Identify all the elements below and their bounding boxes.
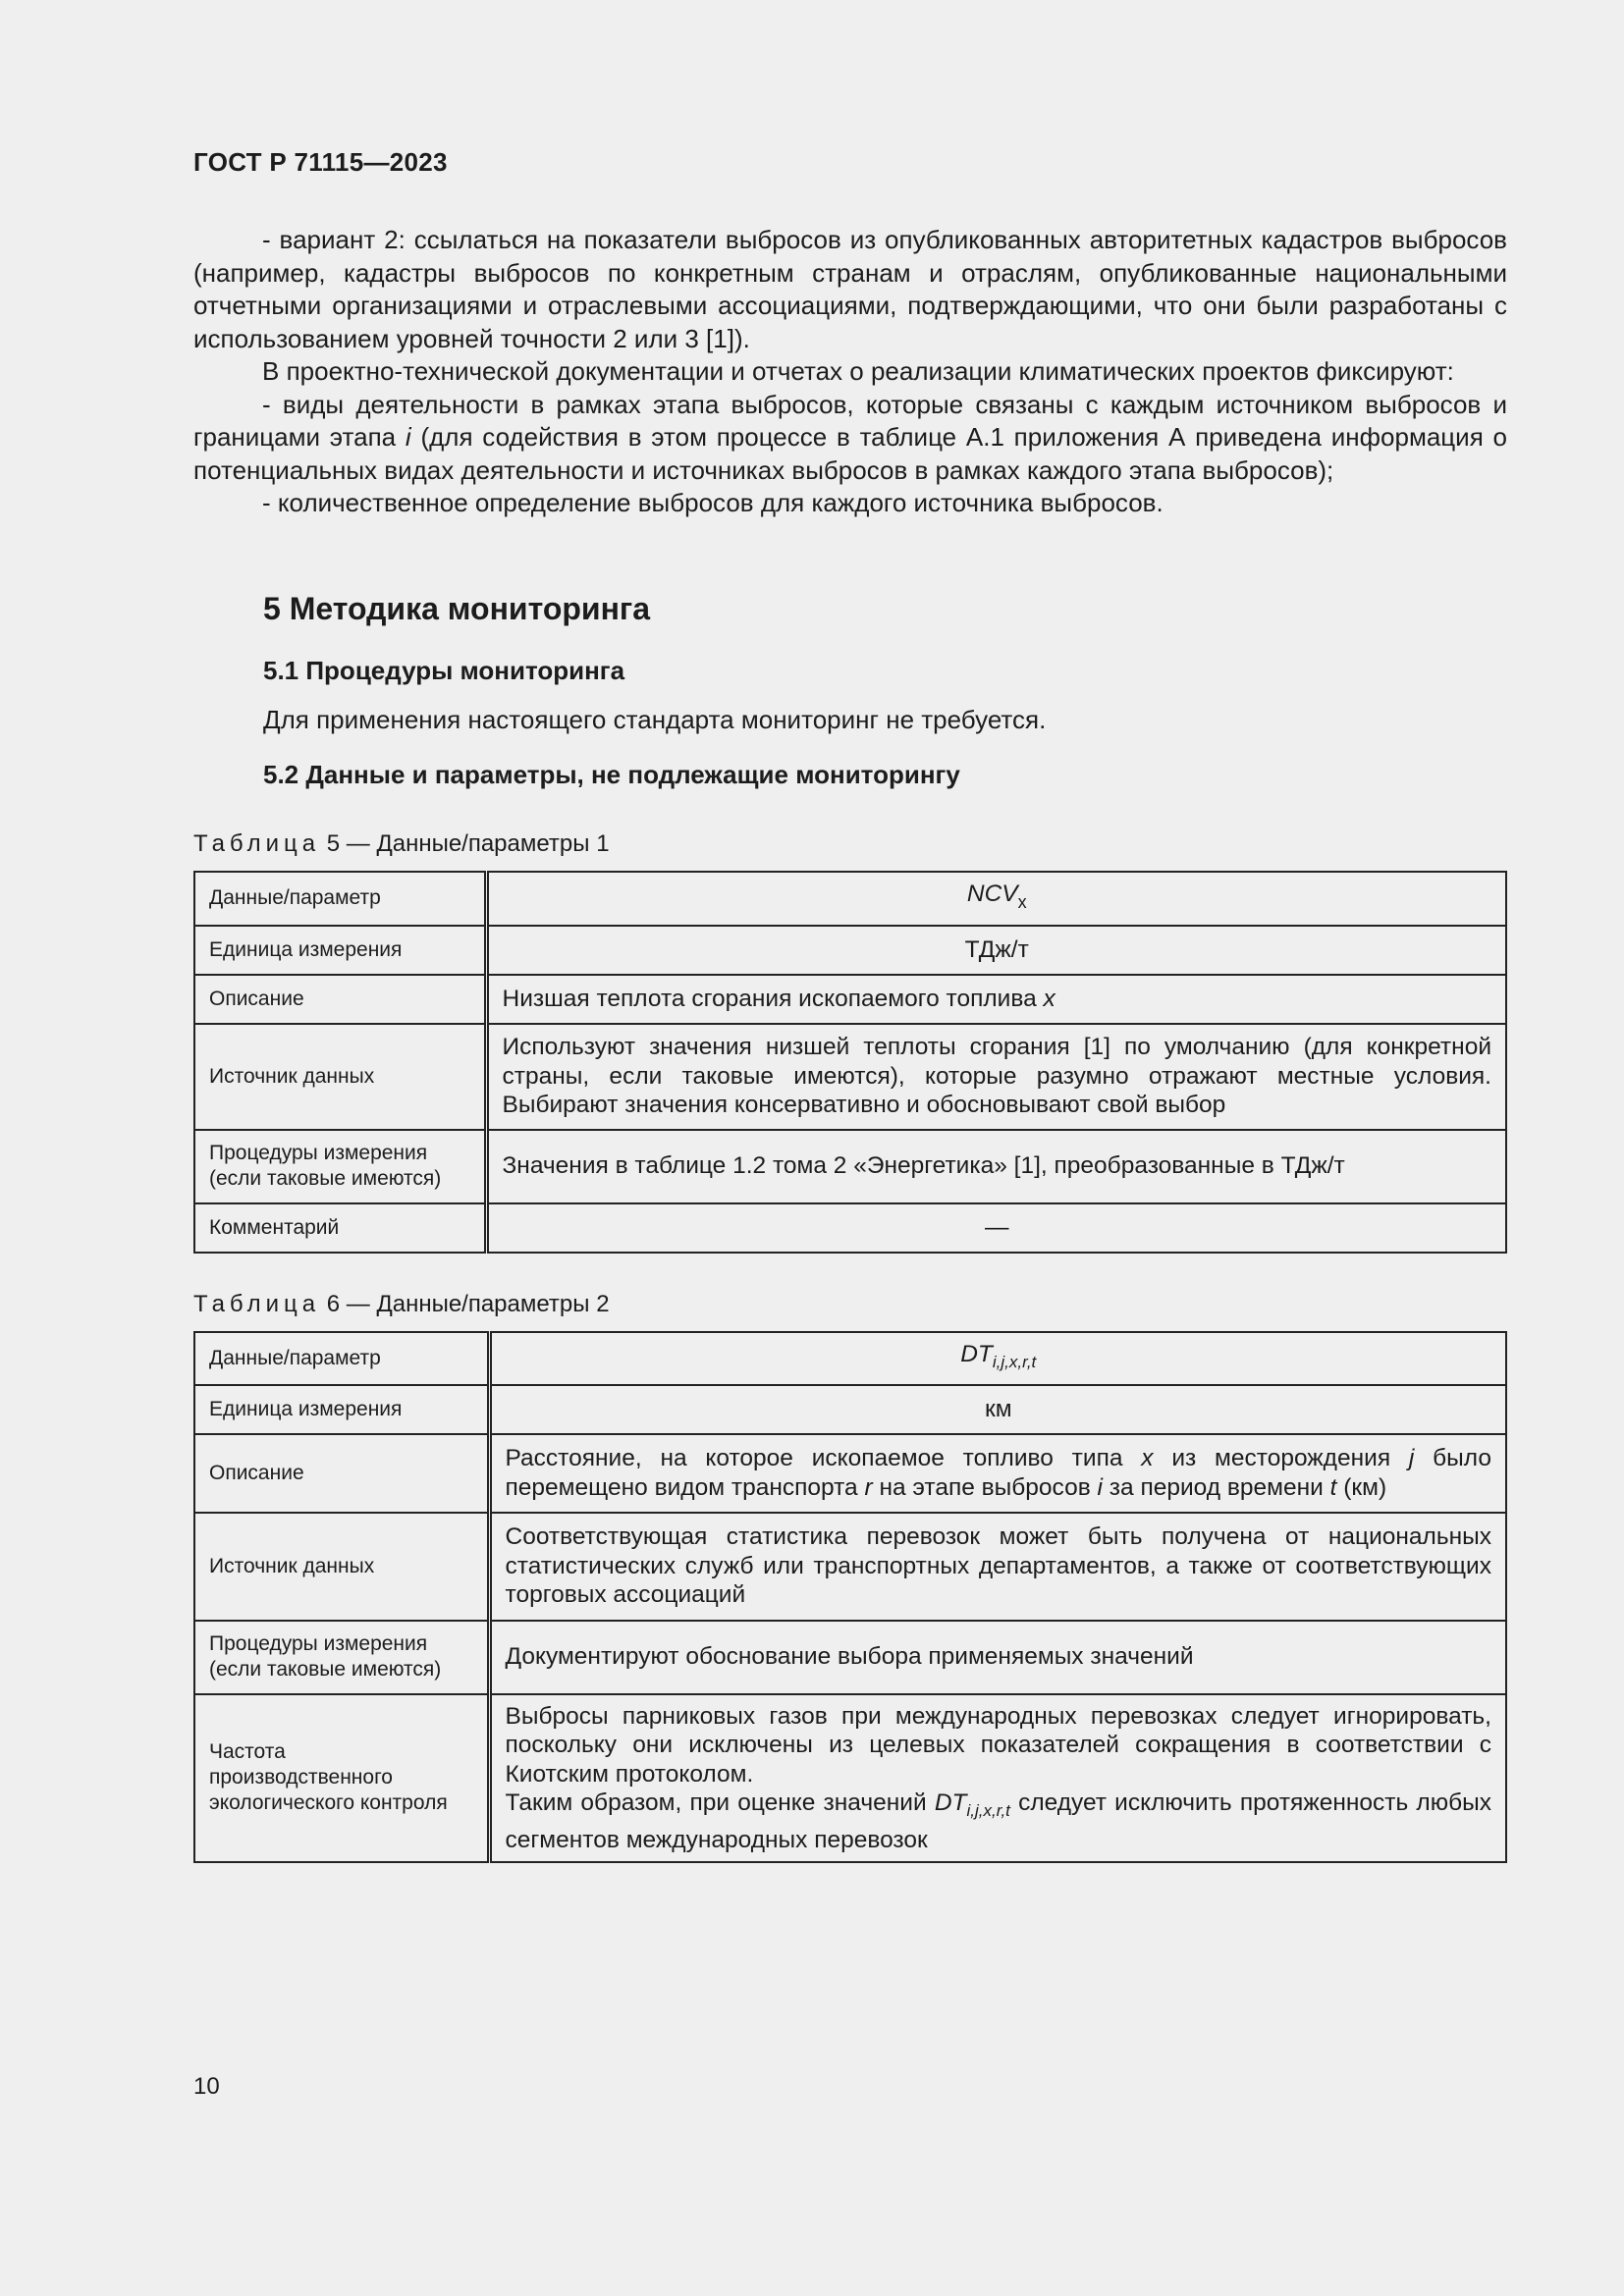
table-key: Описание <box>194 975 486 1024</box>
table-key: Источник данных <box>194 1513 489 1621</box>
table-key: Источник данных <box>194 1024 486 1130</box>
table-value: ТДж/т <box>486 926 1506 975</box>
table-value: Значения в таблице 1.2 тома 2 «Энергетика» [1], преобразованные в ТДж/т <box>486 1130 1506 1203</box>
table-6 <box>193 1331 1507 1863</box>
table-row <box>194 1024 1506 1130</box>
table-value: $NCV_x$ <box>486 872 1506 926</box>
table-row <box>194 926 1506 975</box>
paragraph-activities: - виды деятельности в рамках этапа выбросов, которые связаны с каждым источником выбросов и границами этапа i (для содействия в этом процессе в таблице А.1 приложения А приведена информация о потенциальных видах деятельности и источниках выбросов в рамках каждого этапа выбросов); <box>193 389 1508 485</box>
table-row <box>194 1694 1506 1863</box>
section-5-heading: 5 Методика мониторинга <box>263 591 651 626</box>
table-key: Единица измерения <box>194 926 486 975</box>
table-row <box>194 1130 1506 1203</box>
table-row <box>194 1513 1506 1621</box>
table-row <box>194 1332 1506 1385</box>
table-value: $DT_{i,j,x,r,t}$ <box>489 1332 1506 1385</box>
table-key: Процедуры измерения (если таковые имеются) <box>194 1621 489 1694</box>
table-row <box>194 1385 1506 1434</box>
table-key: Процедуры измерения (если таковые имеются) <box>194 1130 486 1203</box>
table-row <box>194 1203 1506 1253</box>
paragraph-documentation: В проектно-технической документации и отчетах о реализации климатических проектов фиксируют: <box>262 356 1454 386</box>
document-code-header: ГОСТ Р 71115—2023 <box>193 147 448 177</box>
table-value: Документируют обоснование выбора применяемых значений <box>489 1621 1506 1694</box>
table-value: км <box>489 1385 1506 1434</box>
table-5 <box>193 871 1507 1254</box>
section-5-2-heading: 5.2 Данные и параметры, не подлежащие мониторингу <box>263 760 960 789</box>
table-key: Комментарий <box>194 1203 486 1253</box>
table-value: Выбросы парниковых газов при международных перевозках следует игнорировать, поскольку они исключены из целевых показателей сокращения в соответствии с Киотским протоколом. Таким образом, при оценке значений $DT_{i,j,x,r,t}$ следует исключить протяженность любых сегментов международных перевозок <box>489 1694 1506 1863</box>
paragraph-variant-2: - вариант 2: ссылаться на показатели выбросов из опубликованных авторитетных кадастров выбросов (например, кадастры выбросов по конкретным странам и отраслям, опубликованные национальными отчетными организациями и отраслевыми ассоциациями, подтверждающими, что они были разработаны с использованием уровней точности 2 или 3 [1]). <box>193 225 1507 353</box>
table-value: — <box>486 1203 1506 1253</box>
table-row <box>194 872 1506 926</box>
table-key: Единица измерения <box>194 1385 489 1434</box>
section-5-1-text: Для применения настоящего стандарта мониторинг не требуется. <box>263 705 1047 734</box>
table-value: Используют значения низшей теплоты сгорания [1] по умолчанию (для конкретной страны, если таковые имеются), которые разумно отражают местные условия. Выбирают значения консервативно и обосновывают свой выбор <box>486 1024 1506 1130</box>
table-key: Описание <box>194 1434 489 1513</box>
table-row <box>194 975 1506 1024</box>
table-6-caption: Таблица 6 — Данные/параметры 2 <box>193 1291 610 1317</box>
page-number: 10 <box>193 2073 220 2100</box>
table-5-caption: Таблица 5 — Данные/параметры 1 <box>193 830 610 857</box>
table-row <box>194 1434 1506 1513</box>
table-row <box>194 1621 1506 1694</box>
intro-text <box>193 224 1507 520</box>
section-5-1-heading: 5.1 Процедуры мониторинга <box>263 656 625 685</box>
paragraph-quantification: - количественное определение выбросов для каждого источника выбросов. <box>262 488 1164 517</box>
table-key: Данные/параметр <box>194 1332 489 1385</box>
table-value: Соответствующая статистика перевозок может быть получена от национальных статистических служб или транспортных департаментов, а также от соответствующих торговых ассоциаций <box>489 1513 1506 1621</box>
table-value: Расстояние, на которое ископаемое топливо типа x из месторождения j было перемещено видом транспорта r на этапе выбросов i за период времени t (км) <box>489 1434 1506 1513</box>
table-key: Частота производственного экологического контроля <box>194 1694 489 1863</box>
table-key: Данные/параметр <box>194 872 486 926</box>
table-value: Низшая теплота сгорания ископаемого топлива x <box>486 975 1506 1024</box>
